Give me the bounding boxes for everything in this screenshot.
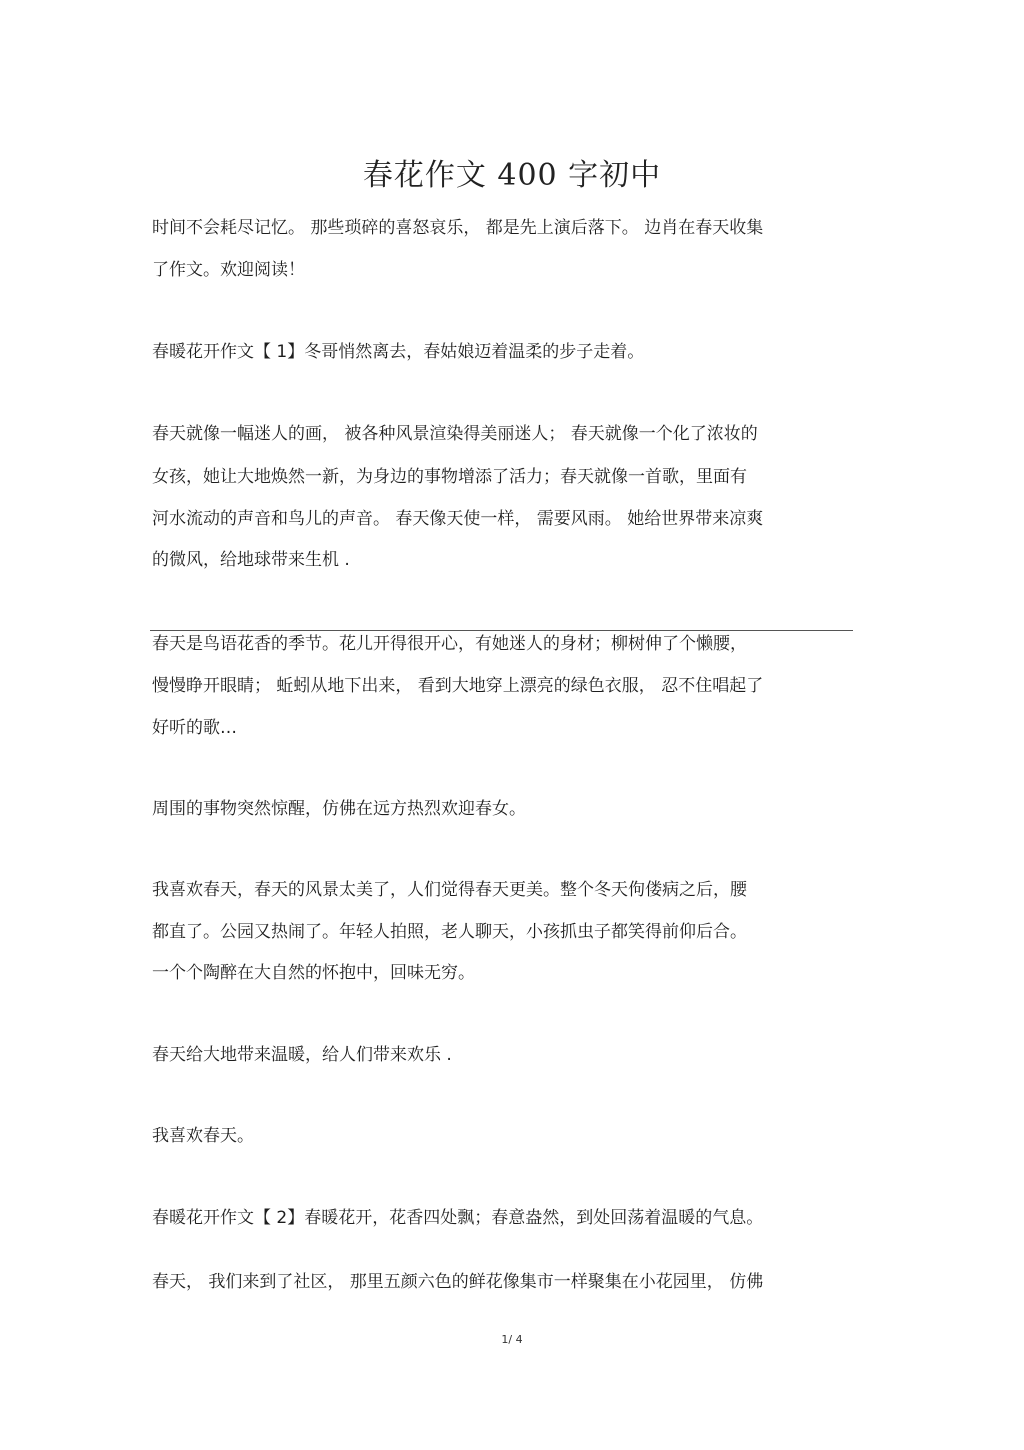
- text-line: 慢慢睁开眼睛； 蚯蚓从地下出来， 看到大地穿上漂亮的绿色衣服， 忍不住唱起了: [152, 676, 764, 696]
- text-line: 河水流动的声音和鸟儿的声音。 春天像天使一样， 需要风雨。 她给世界带来凉爽: [152, 509, 764, 529]
- text-line: 春天是鸟语花香的季节。花儿开得很开心，有她迷人的身材；柳树伸了个懒腰，: [152, 634, 747, 654]
- text-line: 春暖花开作文【 2】春暖花开，花香四处飘；春意盎然，到处回荡着温暖的气息。: [152, 1208, 764, 1228]
- text-line: 春天给大地带来温暖，给人们带来欢乐 .: [152, 1045, 452, 1065]
- text-line: 一个个陶醉在大自然的怀抱中，回味无穷。: [152, 963, 475, 983]
- page-title: 春花作文 400 字初中: [362, 158, 662, 193]
- text-line: 了作文。欢迎阅读！: [152, 260, 305, 280]
- text-line: 的微风，给地球带来生机 .: [152, 550, 350, 570]
- text-line: 都直了。公园又热闹了。年轻人拍照，老人聊天，小孩抓虫子都笑得前仰后合。: [152, 922, 747, 942]
- text-line: 我喜欢春天，春天的风景太美了，人们觉得春天更美。整个冬天佝偻病之后，腰: [152, 880, 747, 900]
- page-number: 1/ 4: [501, 1333, 523, 1346]
- text-line: 时间不会耗尽记忆。 那些琐碎的喜怒哀乐， 都是先上演后落下。 边肖在春天收集: [152, 218, 764, 238]
- text-line: 春天， 我们来到了社区， 那里五颜六色的鲜花像集市一样聚集在小花园里， 仿佛: [152, 1272, 764, 1292]
- text-line: 周围的事物突然惊醒，仿佛在远方热烈欢迎春女。: [152, 799, 526, 819]
- text-line: 好听的歌…: [152, 718, 237, 738]
- text-line: 春暖花开作文【 1】冬哥悄然离去，春姑娘迈着温柔的步子走着。: [152, 342, 645, 362]
- text-line: 女孩，她让大地焕然一新，为身边的事物增添了活力；春天就像一首歌，里面有: [152, 467, 747, 487]
- divider-rule: [150, 630, 853, 631]
- text-line: 春天就像一幅迷人的画， 被各种风景渲染得美丽迷人； 春天就像一个化了浓妆的: [152, 424, 758, 444]
- text-line: 我喜欢春天。: [152, 1126, 254, 1146]
